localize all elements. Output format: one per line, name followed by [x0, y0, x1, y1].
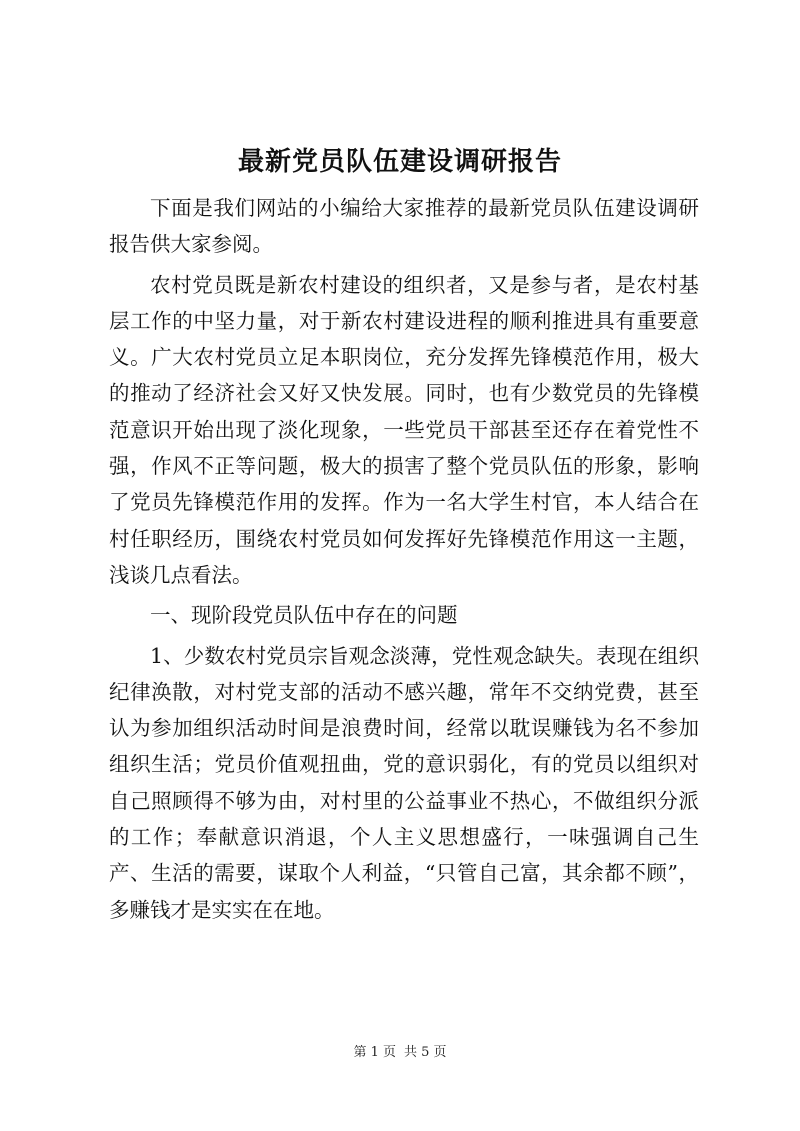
body-paragraph: 1、少数农村党员宗旨观念淡薄，党性观念缺失。表现在组织纪律涣散，对村党支部的活动不感兴趣，常年不交纳党费，甚至认为参加组织活动时间是浪费时间，经常以耽误赚钱为名不参加组织生活；党员价值观扭曲，党的意识弱化，有的党员以组织对自己照顾得不够为由，对村里的公益事业不热心，不做组织分派的工作；奉献意识消退，个人主义思想盛行，一味强调自己生产、生活的需要，谋取个人利益，“只管自己富，其余都不顾”，多赚钱才是实实在在地。	[109, 643, 699, 922]
section-heading: 一、现阶段党员队伍中存在的问题	[150, 603, 458, 628]
page-total: 共 5 页	[404, 1045, 447, 1060]
page-number: 第 1 页	[353, 1045, 396, 1060]
intro-paragraph: 下面是我们网站的小编给大家推荐的最新党员队伍建设调研报告供大家参阅。	[109, 196, 699, 257]
document-title: 最新党员队伍建设调研报告	[237, 147, 562, 177]
document-body	[109, 190, 699, 932]
body-paragraph: 农村党员既是新农村建设的组织者，又是参与者，是农村基层工作的中坚力量，对于新农村建设进程的顺利推进具有重要意义。广大农村党员立足本职岗位，充分发挥先锋模范作用，极大的推动了经济社会又好又快发展。同时，也有少数党员的先锋模范意识开始出现了淡化现象，一些党员干部甚至还存在着党性不强，作风不正等问题，极大的损害了整个党员队伍的形象，影响了党员先锋模范作用的发挥。作为一名大学生村官，本人结合在村任职经历，围绕农村党员如何发挥好先锋模范作用这一主题，浅谈几点看法。	[109, 272, 699, 587]
page-footer	[0, 1044, 800, 1062]
